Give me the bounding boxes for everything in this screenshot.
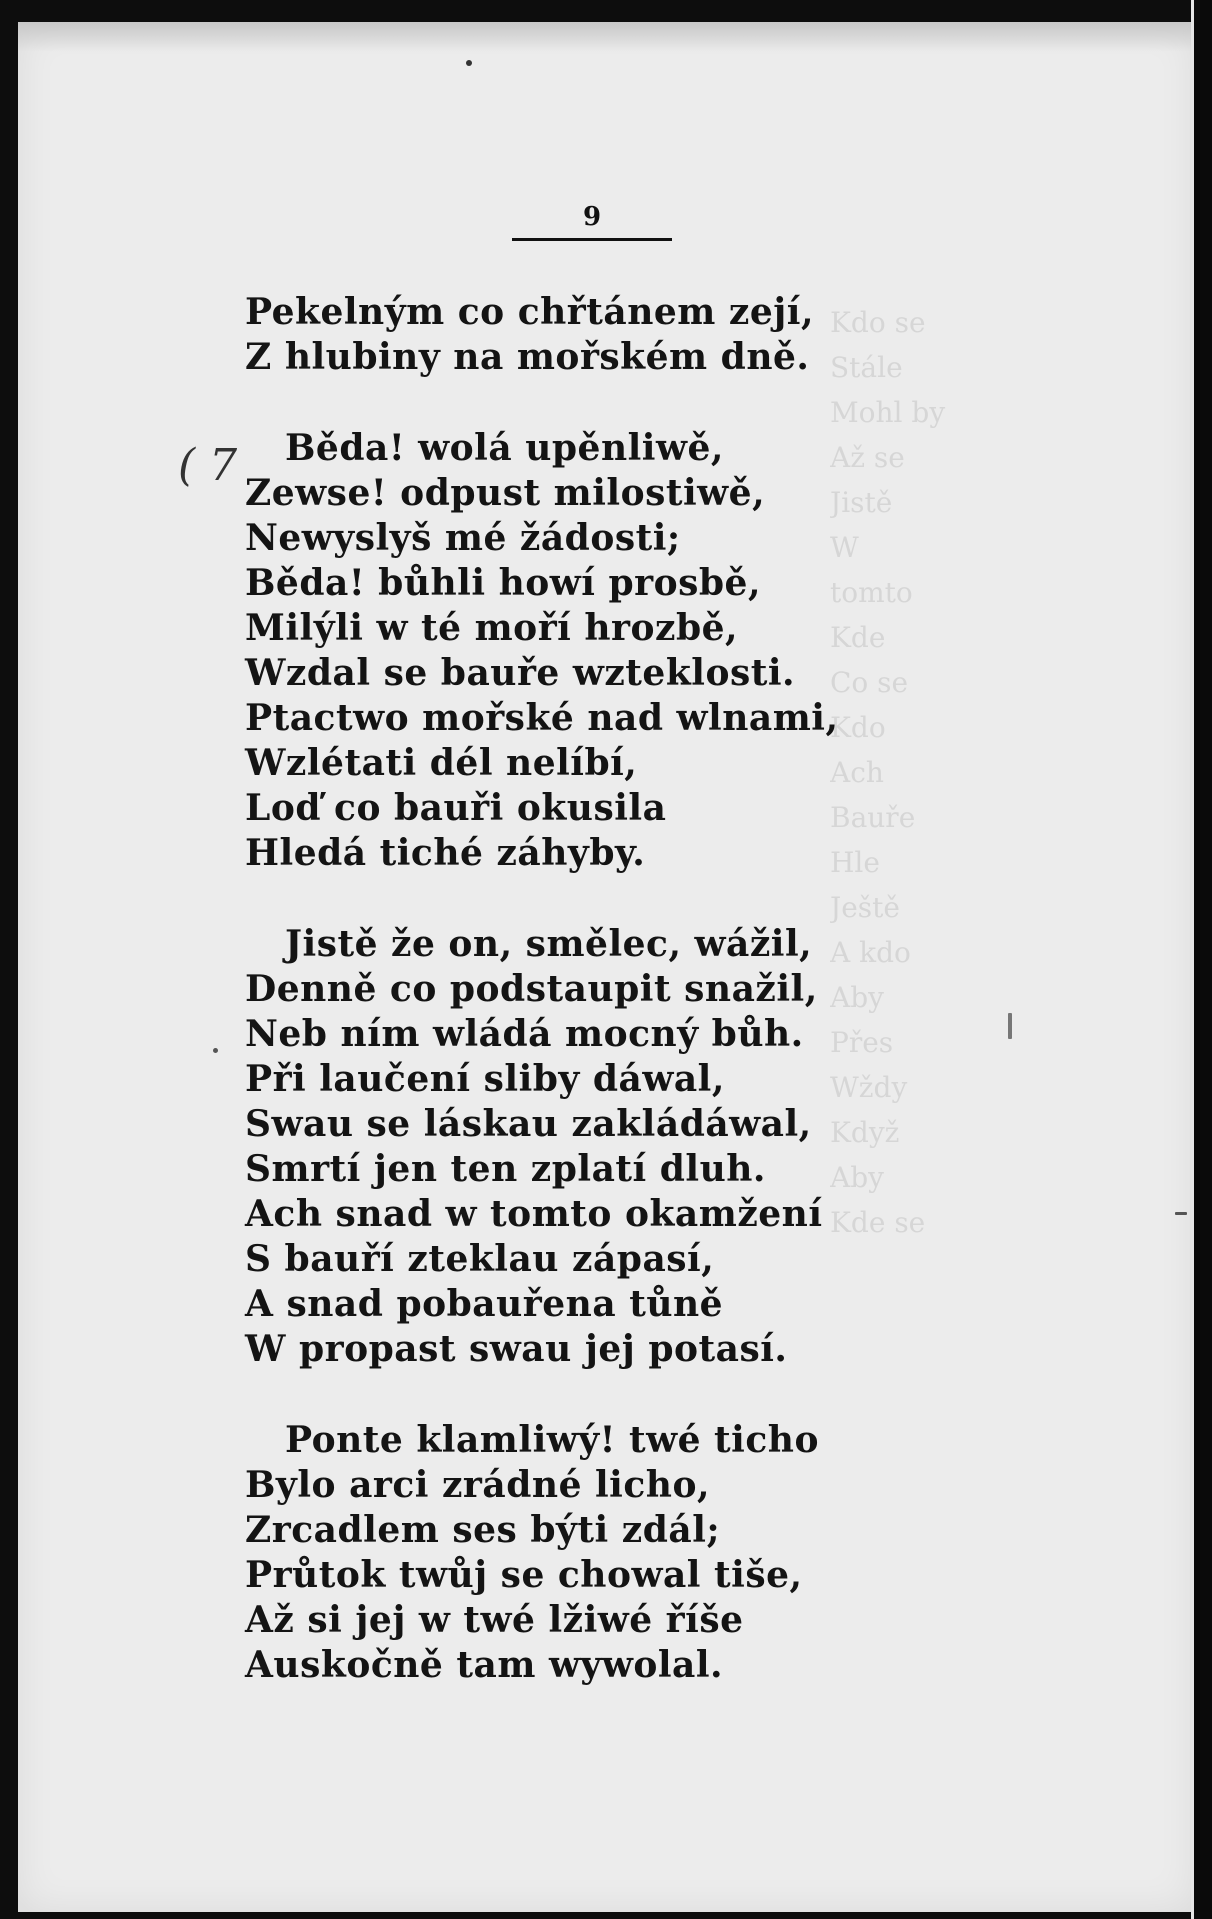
ink-speck <box>466 60 472 66</box>
verse-line: Při laučení sliby dáwal, <box>245 1058 725 1100</box>
verse-line: Zewse! odpust milostiwě, <box>245 472 766 514</box>
verse-line: Loď co bauři okusila <box>245 787 667 829</box>
verse-line: Průtok twůj se chowal tiše, <box>245 1554 803 1596</box>
verse-line: Wzdal se bauře wzteklosti. <box>245 652 796 694</box>
verse-line: Jistě že on, smělec, wážil, <box>285 923 813 965</box>
poem-text <box>245 290 865 1734</box>
verse-line: Wzlétati dél nelíbí, <box>245 742 638 784</box>
stanza <box>245 290 865 380</box>
verse-line: Smrtí jen ten zplatí dluh. <box>245 1148 766 1190</box>
verse-line: Až si jej w twé lžiwé říše <box>245 1599 744 1641</box>
ink-speck <box>213 1048 218 1053</box>
page-number: 9 <box>582 202 602 232</box>
verse-line: Ptactwo mořské nad wlnami, <box>245 697 839 739</box>
verse-line: Běda! bůhli howí prosbě, <box>245 562 761 604</box>
verse-line: Milýli w té moří hrozbě, <box>245 607 739 649</box>
verse-line: Hledá tiché záhyby. <box>245 832 646 874</box>
verse-line: Běda! wolá upěnliwě, <box>285 427 724 469</box>
ink-speck <box>1175 1212 1187 1215</box>
page-top-shadow <box>18 22 1196 52</box>
verse-line: Bylo arci zrádné licho, <box>245 1464 710 1506</box>
stanza <box>245 922 865 1372</box>
verse-line: Denně co podstaupit snažil, <box>245 968 818 1010</box>
verse-line: Pekelným co chřtánem zejí, <box>245 291 815 333</box>
verse-line: Ach snad w tomto okamžení <box>245 1193 823 1235</box>
verse-line: Auskočně tam wywolal. <box>245 1644 724 1686</box>
stanza <box>245 426 865 876</box>
margin-annotation: ( 7 <box>178 440 238 491</box>
verse-line: Newyslyš mé žádosti; <box>245 517 681 559</box>
show-through-text: Kdo se Stále Mohl by Až se Jistě W tomto Kde Co se Kdo Ach Bauře Hle Ještě A kdo Aby Přes Wždy Když Aby Kde se <box>830 306 946 1239</box>
verse-line: Neb ním wládá mocný bůh. <box>245 1013 804 1055</box>
stanza <box>245 1418 865 1688</box>
page-edge <box>1191 0 1212 1919</box>
verse-line: Zrcadlem ses býti zdál; <box>245 1509 721 1551</box>
verse-line: A snad pobauřena tůně <box>245 1283 724 1325</box>
verse-line: Z hlubiny na mořském dně. <box>245 336 810 378</box>
page-header <box>512 200 672 241</box>
verse-line: Ponte klamliwý! twé ticho <box>285 1419 819 1461</box>
verse-line: Swau se láskau zakládáwal, <box>245 1103 812 1145</box>
verse-line: W propast swau jej potasí. <box>245 1328 788 1370</box>
verse-line: S bauří zteklau zápasí, <box>245 1238 715 1280</box>
header-rule <box>512 238 672 241</box>
ink-speck <box>1008 1013 1012 1039</box>
